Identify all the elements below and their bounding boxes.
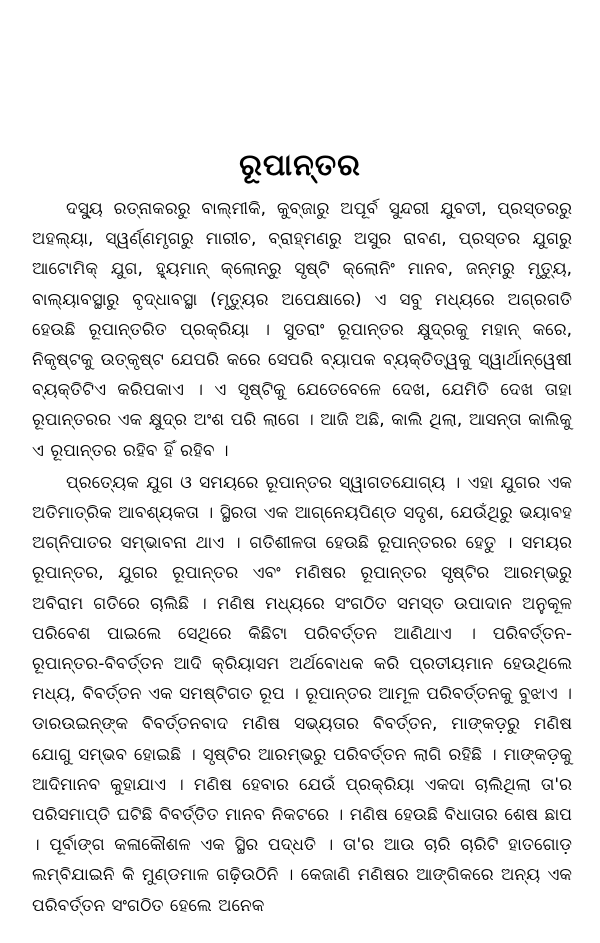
paragraph-1: ଦସ୍ୟୁ ରତ୍ନାକରରୁ ବାଲ୍ମୀକି, କୁବ୍‌ଜାରୁ ଅପୂର୍ବ ସୁନ୍ଦରୀ ଯୁବତୀ, ପ୍ରସ୍ତରରୁ ଅହଲ୍ୟା, ସ୍ୱର୍ଣ୍ଣମୃଗରୁ ମାରୀଚ, ବ୍ରାହ୍ମଣରୁ ଅସୁର ରାବଣ, ପ୍ରସ୍ତର ଯୁଗରୁ ଆଟୋମିକ୍ ଯୁଗ, ହ୍ୟୁମାନ୍ କ୍ଲୋନ୍‌ରୁ ସୃଷ୍ଟି କ୍ଲୋନିଂ ମାନବ, ଜନ୍ମରୁ ମୃତ୍ୟୁ, ବାଲ୍ୟାବସ୍ଥାରୁ ବୃଦ୍ଧାବସ୍ଥା (ମୃତ୍ୟୁର ଅପେକ୍ଷାରେ) ଏ ସବୁ ମଧ୍ୟରେ ଅଗ୍ରଗତି ହେଉଛି ରୂପାନ୍ତରିତ ପ୍ରକ୍ରିୟା । ସୁତରାଂ ରୂପାନ୍ତର କ୍ଷୁଦ୍ରକୁ ମହାନ୍ କରେ, ନିକୃଷ୍ଟକୁ ଉତ୍କୃଷ୍ଟ ଯେପରି କରେ ସେପରି ବ୍ୟାପକ ବ୍ୟକ୍ତିତ୍ୱକୁ ସ୍ୱାର୍ଥାନ୍ୱେଷୀ ବ୍ୟକ୍ତିଟିଏ କରିପକାଏ । ଏ ସୃଷ୍ଟିକୁ ଯେତେବେଳେ ଦେଖ, ଯେମିତି ଦେଖ ତାହା ରୂପାନ୍ତରର ଏକ କ୍ଷୁଦ୍ର ଅଂଶ ପରି ଲାଗେ । ଆଜି ଅଛି, କାଲି ଥିଲା, ଆସନ୍ତା କାଲିକୁ ଏ ରୂପାନ୍ତର ରହିବ ହିଁ ରହିବ । — [32, 199, 572, 461]
body-text — [32, 194, 572, 921]
paragraph-2: ପ୍ରତ୍ୟେକ ଯୁଗ ଓ ସମୟରେ ରୂପାନ୍ତର ସ୍ୱାଗତଯୋଗ୍ୟ । ଏହା ଯୁଗର ଏକ ଅତିମାତ୍ରିକ ଆବଶ୍ୟକତା । ସ୍ଥିରତା ଏକ ଆଗ୍ନେୟପିଣ୍ଡ ସଦୃଶ, ଯେଉଁଥିରୁ ଭୟାବହ ଅଗ୍ନିପାତର ସମ୍ଭାବନା ଥାଏ । ଗତିଶୀଳତା ହେଉଛି ରୂପାନ୍ତରର ହେତୁ । ସମୟର ରୂପାନ୍ତର, ଯୁଗର ରୂପାନ୍ତର ଏବଂ ମଣିଷର ରୂପାନ୍ତର ସୃଷ୍ଟିର ଆରମ୍ଭରୁ ଅବିରାମ ଗତିରେ ଚାଲିଛି । ମଣିଷ ମଧ୍ୟରେ ସଂଗଠିତ ସମସ୍ତ ଉପାଦାନ ଅନୁକୂଳ ପରିବେଶ ପାଇଲେ ସେଥିରେ କିଛିଟା ପରିବର୍ତ୍ତନ ଆଣିଥାଏ । ପରିବର୍ତ୍ତନ-ରୂପାନ୍ତର-ବିବର୍ତ୍ତନ ଆଦି କ୍ରିୟାସମ ଅର୍ଥବୋଧକ କରି ପ୍ରତୀୟମାନ ହେଉଥିଲେ ମଧ୍ୟ, ବିବର୍ତ୍ତନ ଏକ ସମଷ୍ଟିଗତ ରୂପ । ରୂପାନ୍ତର ଆମୂଳ ପରିବର୍ତ୍ତନକୁ ବୁଝାଏ । ଡାରଉଇନ୍‌ଙ୍କ ବିବର୍ତ୍ତନବାଦ ମଣିଷ ସଭ୍ୟତାର ବିବର୍ତ୍ତନ, ମାଙ୍କଡ଼ରୁ ମଣିଷ ଯୋଗୁ ସମ୍ଭବ ହୋଇଛି । ସୃଷ୍ଟିର ଆରମ୍ଭରୁ ପରିବର୍ତ୍ତନ ଲାଗି ରହିଛି । ମାଙ୍କଡ଼କୁ ଆଦିମାନବ କୁହାଯାଏ । ମଣିଷ ହେବାର ଯେଉଁ ପ୍ରକ୍ରିୟା ଏକଦା ଚାଲିଥିଲା ତା'ର ପରିସମାପ୍ତି ଘଟିଛି ବିବର୍ତ୍ତିତ ମାନବ ନିକଟରେ । ମଣିଷ ହେଉଛି ବିଧାତାର ଶେଷ ଛାପ । ପୂର୍ବାଙ୍ଗ କଳାକୌଶଳ ଏକ ସ୍ଥିର ପଦ୍ଧତି । ତା'ର ଆଉ ଚାରି ଚାରିଟି ହାତଗୋଡ଼ ଲମ୍ବିଯାଇନି କି ମୁଣ୍ଡମାଳ ଗଢ଼ିଉଠିନି । କେଜାଣି ମଣିଷର ଆଙ୍ଗିକରେ ଅନ୍ୟ ଏକ ପରିବର୍ତ୍ତନ ସଂଗଠିତ ହେଲେ ଅନେକ — [32, 472, 572, 916]
chapter-title: ରୂପାନ୍ତର — [239, 148, 361, 184]
